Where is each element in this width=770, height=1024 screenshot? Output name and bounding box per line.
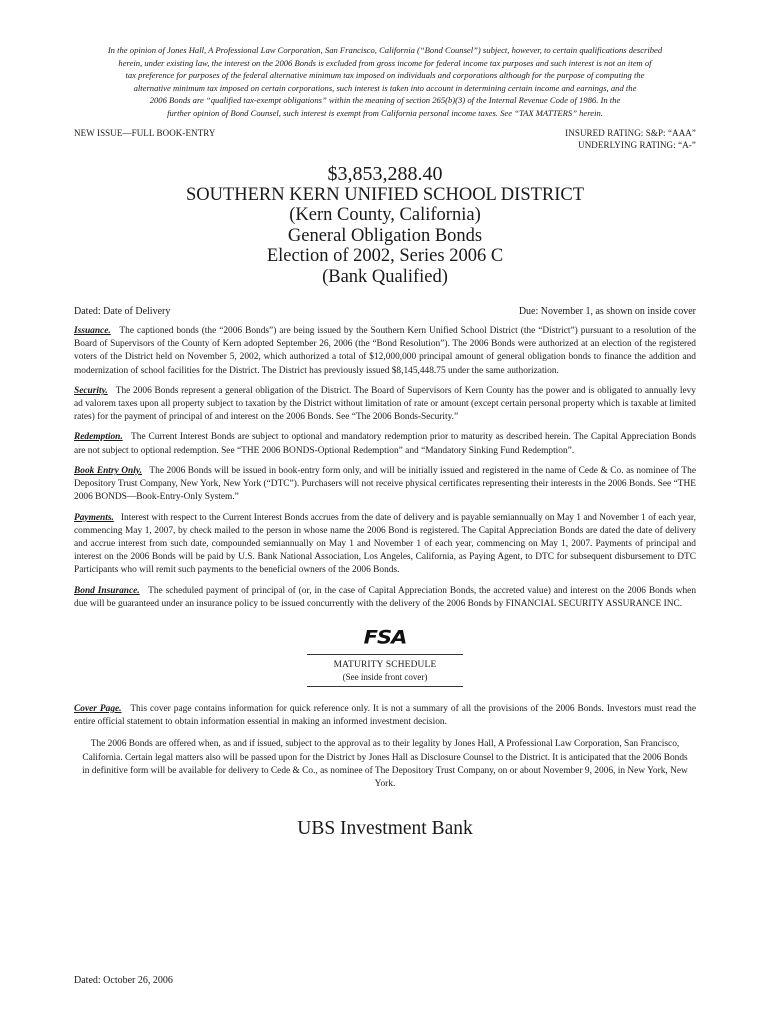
fsa-logo-text: FSA: [363, 626, 407, 648]
official-statement-cover: [74, 44, 696, 840]
maturity-schedule-title: MATURITY SCHEDULE: [333, 659, 437, 670]
issue-type: NEW ISSUE—FULL BOOK-ENTRY: [74, 127, 216, 138]
ratings: [565, 127, 696, 152]
issuance-section: [74, 325, 696, 378]
dated-due-row: [74, 305, 696, 318]
section-text: The 2006 Bonds represent a general obligation of the District. The Board of Supervisors of Kern County has the power and is obligated to annually levy ad valorem taxes upon all property subject to taxation by the District without limitation of rate or amount (except certain personal property which is taxable at limited rates) for the payment of principal of and interest on the 2006 Bonds. See “The 2006 Bonds-Security.”: [74, 385, 696, 423]
payments-section: [74, 512, 696, 578]
county-name: (Kern County, California): [289, 205, 481, 226]
security-section: [74, 385, 696, 425]
section-text: The scheduled payment of principal of (or, in the case of Capital Appreciation Bonds, the accreted value) and interest on the 2006 Bonds when due will be guaranteed under an insurance policy to be issued concurrently with the delivery of the 2006 Bonds by FINANCIAL SECURITY ASSURANCE INC.: [74, 585, 697, 609]
bond-series: Election of 2002, Series 2006 C: [266, 246, 504, 267]
insured-rating: INSURED RATING: S&P: “AAA”: [565, 127, 696, 138]
section-text: This cover page contains information for quick reference only. It is not a summary of all the provisions of the 2006 Bonds. Investors must read the entire official statement to obtain information essential in making an informed investment decision.: [74, 703, 696, 728]
tax-opinion-line: alternative minimum tax imposed on certain corporations, such interest is taken into account in determining certain income and earnings, and the: [133, 82, 637, 93]
section-text: Interest with respect to the Current Interest Bonds accrues from the date of delivery and is payable semiannually on May 1 and November 1 of each year, commencing May 1, 2007, by check mailed to the person in whose name the 2006 Bond is registered. The Capital Appreciation Bonds are dated the date of delivery and accrue interest from such date, compounded semiannually on May 1 and November 1 of each year, commencing on May 1, 2007. Payments of principal and interest on the 2006 Bonds will be paid by U.S. Bank National Association, Los Angeles, California, as Paying Agent, to DTC for subsequent disbursement to DTC Participants who will remit such payments to the beneficial owners of the 2006 Bonds.: [74, 512, 696, 576]
section-heading: Book Entry Only.: [74, 465, 142, 476]
bond-qualification: (Bank Qualified): [322, 266, 448, 287]
tax-opinion-line: herein, under existing law, the interest on the 2006 Bonds is excluded from gross income for federal income tax purposes and such interest is not an item of: [118, 57, 652, 68]
offering-statement: The 2006 Bonds are offered when, as and if issued, subject to the approval as to their legality by Jones Hall, A Professional Law Corporation, San Francisco, California. Certain legal matters also will be passed upon for the District by Jones Hall as Disclosure Counsel to the District. It is anticipated that the 2006 Bonds in definitive form will be available for delivery to Cede & Co., as nominee of The Depository Trust Company, on or about November 9, 2006, in New York, New York.: [82, 739, 688, 789]
underwriter-name: UBS Investment Bank: [297, 818, 473, 840]
section-heading: Redemption.: [74, 432, 123, 443]
tax-opinion-line: 2006 Bonds are “qualified tax-exempt obligations” within the meaning of section 265(b)(3) of the Internal Revenue Code of 1986. In the: [149, 95, 621, 106]
section-text: The captioned bonds (the “2006 Bonds”) are being issued by the Southern Kern Unified School District (the “District”) pursuant to a resolution of the Board of Supervisors of the County of Kern adopted September 26, 2006 (the “Bond Resolution”). The 2006 Bonds were authorized at an election of the registered voters of the District held on November 5, 2002, which authorized a total of $12,000,000 principal amount of general obligation bonds to finance the addition and modernization of school facilities for the District. The District has previously issued $8,145,448.75 under the same authorization.: [74, 326, 696, 376]
district-name: SOUTHERN KERN UNIFIED SCHOOL DISTRICT: [185, 184, 585, 205]
dated-delivery: Dated: Date of Delivery: [74, 306, 171, 318]
tax-opinion-line: In the opinion of Jones Hall, A Professional Law Corporation, San Francisco, California (“Bond Counsel”) subject, however, to certain qualifications described: [107, 45, 663, 55]
issue-ratings-row: [74, 127, 696, 152]
book-entry-section: [74, 465, 696, 505]
tax-opinion-line: further opinion of Bond Counsel, such interest is exempt from California personal income taxes. See “TAX MATTERS” herein.: [167, 107, 603, 118]
tax-opinion: [74, 44, 696, 120]
bond-insurance-section: [74, 585, 696, 611]
redemption-section: [74, 431, 696, 457]
underlying-rating: UNDERLYING RATING: “A-”: [578, 140, 696, 151]
section-text: The Current Interest Bonds are subject to optional and mandatory redemption prior to maturity as described herein. The Capital Appreciation Bonds are not subject to optional redemption. See “THE 2006 BONDS-Optional Redemption” and “Mandatory Sinking Fund Redemption”.: [74, 432, 696, 456]
fsa-logo: [74, 625, 696, 649]
section-heading: Bond Insurance.: [74, 585, 140, 596]
bond-title: [74, 163, 696, 288]
maturity-schedule-box: [307, 654, 463, 687]
section-heading: Payments.: [74, 512, 114, 523]
bond-type: General Obligation Bonds: [287, 225, 483, 246]
due-date: Due: November 1, as shown on inside cover: [518, 306, 696, 318]
tax-opinion-line: tax preference for purposes of the federal alternative minimum tax imposed on individuals and corporations although for the purpose of computing the: [125, 70, 645, 81]
maturity-schedule-note: (See inside front cover): [342, 671, 428, 682]
section-heading: Security.: [74, 385, 108, 396]
section-text: The 2006 Bonds will be issued in book-entry form only, and will be initially issued and registered in the name of Cede & Co. as nominee of The Depository Trust Company, New York, New York (“DTC”). Purchasers will not receive physical certificates representing their interests in the 2006 Bonds. See “THE 2006 BONDS—Book-Entry-Only System.”: [74, 465, 696, 503]
section-heading: Cover Page.: [74, 703, 122, 714]
document-date: Dated: October 26, 2006: [74, 975, 173, 986]
section-heading: Issuance.: [74, 326, 111, 337]
bond-amount: $3,853,288.40: [327, 162, 443, 185]
cover-page-section: [74, 703, 696, 729]
